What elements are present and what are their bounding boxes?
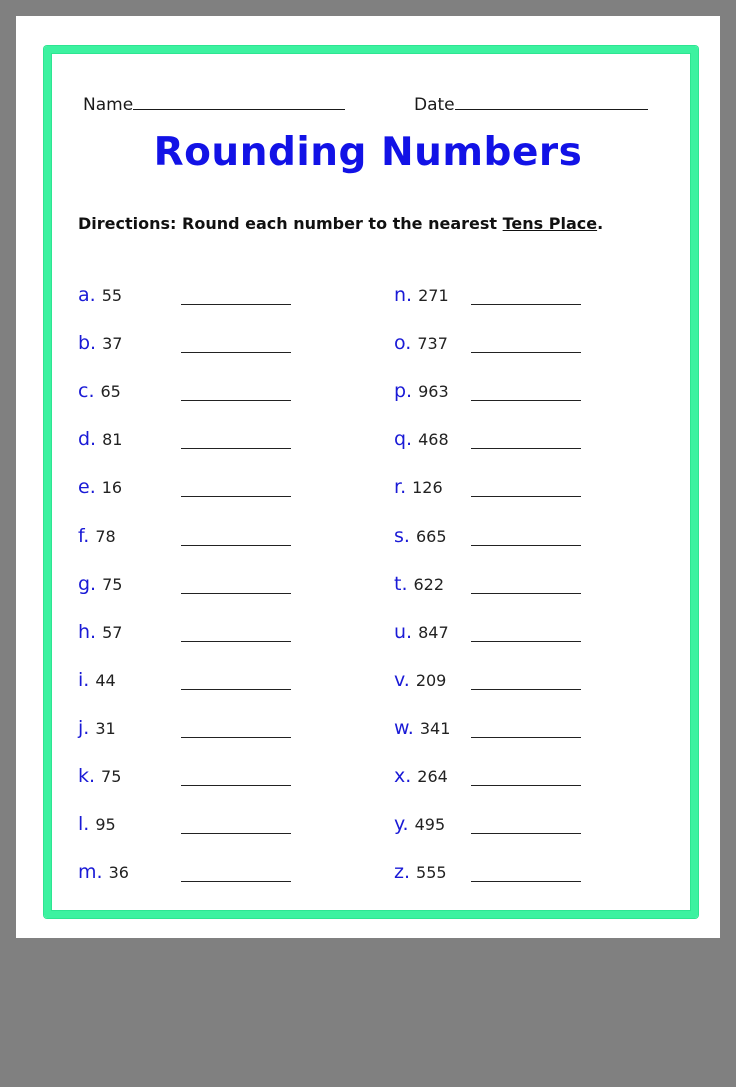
problem-item — [394, 476, 443, 500]
problem-item — [394, 621, 449, 645]
problem-letter: u. — [394, 621, 413, 643]
answer-blank[interactable] — [471, 448, 581, 449]
answer-blank[interactable] — [471, 593, 581, 594]
answer-blank[interactable] — [181, 785, 291, 786]
problem-number: 341 — [419, 719, 451, 738]
problem-letter: o. — [394, 332, 412, 354]
directions — [78, 214, 603, 233]
date-label: Date — [414, 95, 455, 115]
problem-number: 65 — [100, 382, 121, 401]
problem-number: 75 — [102, 575, 123, 594]
answer-blank[interactable] — [181, 737, 291, 738]
answer-blank[interactable] — [471, 881, 581, 882]
problem-letter: k. — [78, 765, 96, 787]
problem-item — [78, 813, 116, 837]
answer-blank[interactable] — [181, 881, 291, 882]
problem-number: 78 — [95, 527, 116, 546]
problem-number: 95 — [95, 815, 116, 834]
name-blank[interactable] — [133, 94, 345, 110]
problem-letter: y. — [394, 813, 409, 835]
problem-item — [78, 765, 121, 789]
problem-item — [394, 861, 447, 885]
problem-letter: g. — [78, 573, 97, 595]
problem-number: 57 — [102, 623, 123, 642]
problem-number: 36 — [108, 863, 129, 882]
answer-blank[interactable] — [181, 833, 291, 834]
problem-number: 468 — [418, 430, 449, 449]
problem-item — [78, 861, 129, 885]
answer-blank[interactable] — [471, 737, 581, 738]
date-field[interactable] — [414, 94, 648, 115]
problem-number: 737 — [417, 334, 448, 353]
answer-blank[interactable] — [471, 352, 581, 353]
problem-item — [394, 717, 450, 741]
problem-item — [78, 380, 121, 404]
problem-letter: c. — [78, 380, 95, 402]
directions-emphasis: Tens Place — [502, 214, 598, 233]
problem-item — [394, 380, 449, 404]
answer-blank[interactable] — [181, 496, 291, 497]
answer-blank[interactable] — [181, 593, 291, 594]
problem-item — [78, 621, 122, 645]
problem-letter: f. — [78, 525, 90, 547]
problem-number: 44 — [95, 671, 116, 690]
problem-letter: x. — [394, 765, 412, 787]
problem-letter: e. — [78, 476, 96, 498]
problem-item — [394, 428, 449, 452]
problem-item — [394, 332, 448, 356]
problem-number: 37 — [102, 334, 123, 353]
problem-item — [394, 813, 445, 837]
problem-number: 31 — [95, 719, 116, 738]
worksheet-title: Rounding Numbers — [153, 130, 583, 175]
problem-letter: l. — [78, 813, 90, 835]
problem-letter: a. — [78, 284, 96, 306]
problem-item — [78, 428, 122, 452]
answer-blank[interactable] — [181, 352, 291, 353]
answer-blank[interactable] — [471, 496, 581, 497]
problem-number: 75 — [101, 767, 122, 786]
directions-text: Directions: Round each number to the nearest — [78, 214, 503, 233]
problem-number: 963 — [418, 382, 449, 401]
problem-number: 665 — [415, 527, 447, 546]
answer-blank[interactable] — [181, 448, 291, 449]
problem-letter: p. — [394, 380, 413, 402]
problem-item — [394, 765, 448, 789]
problem-number: 555 — [416, 863, 447, 882]
answer-blank[interactable] — [471, 641, 581, 642]
problem-number: 16 — [101, 478, 123, 497]
answer-blank[interactable] — [471, 833, 581, 834]
problem-letter: s. — [394, 525, 410, 547]
problem-number: 847 — [418, 623, 449, 642]
worksheet-page — [16, 16, 720, 938]
problem-letter: w. — [394, 717, 414, 739]
problem-number: 81 — [102, 430, 123, 449]
problem-letter: d. — [78, 428, 97, 450]
problem-item — [78, 332, 122, 356]
problem-letter: m. — [78, 861, 103, 883]
problem-letter: v. — [394, 669, 410, 691]
problem-number: 495 — [414, 815, 446, 834]
problem-item — [78, 284, 122, 308]
problem-item — [78, 525, 116, 549]
problem-number: 55 — [101, 286, 123, 305]
problem-letter: q. — [394, 428, 413, 450]
problem-item — [394, 284, 449, 308]
problem-letter: b. — [78, 332, 97, 354]
directions-end: . — [597, 214, 604, 233]
problem-letter: r. — [394, 476, 407, 498]
name-field[interactable] — [83, 94, 345, 115]
problem-item — [78, 573, 122, 597]
name-label: Name — [83, 95, 134, 115]
answer-blank[interactable] — [181, 304, 291, 305]
problem-letter: t. — [394, 573, 408, 595]
problem-item — [78, 669, 116, 693]
answer-blank[interactable] — [181, 545, 291, 546]
answer-blank[interactable] — [471, 304, 581, 305]
problem-item — [394, 669, 446, 693]
problem-number: 271 — [418, 286, 449, 305]
problem-letter: i. — [78, 669, 90, 691]
problem-letter: z. — [394, 861, 411, 883]
problem-item — [78, 717, 116, 741]
problem-letter: h. — [78, 621, 97, 643]
problem-item — [78, 476, 122, 500]
date-blank[interactable] — [455, 94, 648, 110]
answer-blank[interactable] — [471, 689, 581, 690]
problem-number: 622 — [413, 575, 445, 594]
answer-blank[interactable] — [471, 545, 581, 546]
problem-letter: n. — [394, 284, 413, 306]
worksheet-border — [44, 46, 698, 918]
answer-blank[interactable] — [471, 400, 581, 401]
problem-item — [394, 525, 447, 549]
answer-blank[interactable] — [181, 641, 291, 642]
problem-number: 209 — [415, 671, 447, 690]
answer-blank[interactable] — [181, 400, 291, 401]
problem-number: 264 — [417, 767, 448, 786]
problem-item — [394, 573, 444, 597]
problem-number: 126 — [412, 478, 443, 497]
problem-letter: j. — [78, 717, 90, 739]
answer-blank[interactable] — [471, 785, 581, 786]
answer-blank[interactable] — [181, 689, 291, 690]
